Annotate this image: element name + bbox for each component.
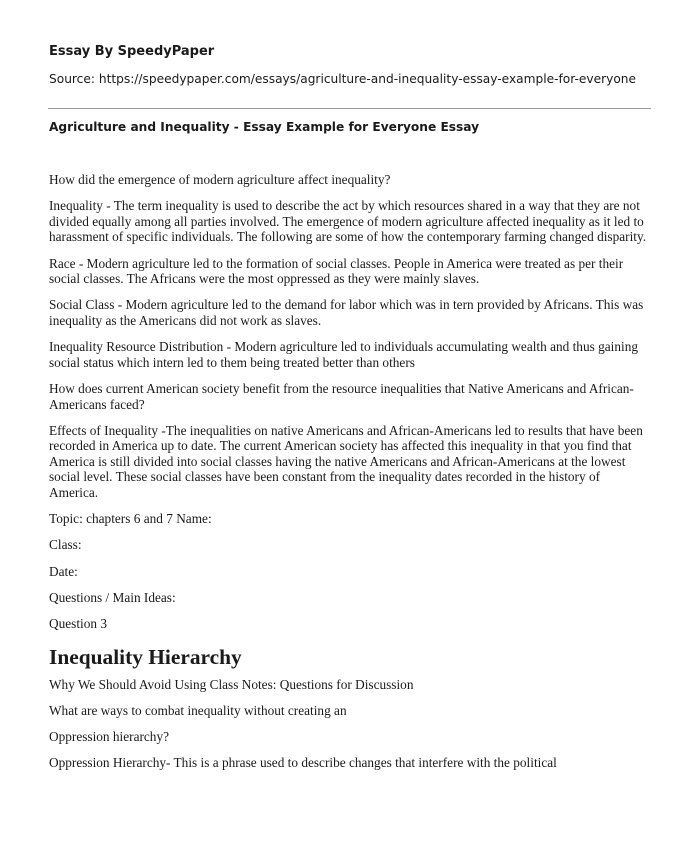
- essay-title: Agriculture and Inequality - Essay Example for Everyone Essay: [49, 120, 480, 134]
- paragraph: Race - Modern agriculture led to the formation of social classes. People in America were treated as per their social classes. The Africans were the most oppressed as they were mainly slaves.: [49, 255, 624, 287]
- essay-body: [49, 172, 649, 781]
- paragraph: Oppression Hierarchy- This is a phrase used to describe changes that interfere with the political: [49, 755, 557, 771]
- paragraph: Effects of Inequality -The inequalities on native Americans and African-Americans led to results that have been recorded in America up to date. The current American society has affected this inequality in that you find that America is still divided into social classes having the native Americans and African-Americans at the lowest social level. These social classes have been constant from the inequality dates recorded in the history of America.: [49, 422, 643, 501]
- paragraph: Inequality Resource Distribution - Modern agriculture led to individuals accumulating wealth and thus gaining social status which intern led to them being treated better than others: [49, 339, 638, 370]
- paragraph: Oppression hierarchy?: [49, 728, 169, 744]
- section-heading: Inequality Hierarchy: [49, 644, 242, 669]
- paragraph: Date:: [49, 563, 78, 579]
- paragraph: Questions / Main Ideas:: [49, 589, 176, 605]
- paragraph: How does current American society benefit from the resource inequalities that Native Americans and African-Americans faced?: [49, 380, 634, 412]
- paragraph: Social Class - Modern agriculture led to the demand for labor which was in tern provided by Africans. This was inequality as the Americans did not work as slaves.: [49, 297, 644, 328]
- source-link[interactable]: Source: https://speedypaper.com/essays/agriculture-and-inequality-essay-example-for-everyone: [49, 72, 636, 86]
- paragraph: Question 3: [49, 616, 107, 631]
- brand-title: Essay By SpeedyPaper: [49, 44, 215, 59]
- header-divider: [48, 108, 651, 109]
- paragraph: Inequality - The term inequality is used to describe the act by which resources shared in a way that they are not divided equally among all parties involved. The emergence of modern agriculture affected inequality as it led to harassment of specific individuals. The following are some of how the contemporary farming changed disparity.: [49, 198, 647, 245]
- paragraph: What are ways to combat inequality without creating an: [49, 702, 347, 718]
- paragraph: Class:: [49, 537, 82, 553]
- paragraph: Topic: chapters 6 and 7 Name:: [49, 511, 212, 527]
- paragraph: Why We Should Avoid Using Class Notes: Questions for Discussion: [49, 676, 414, 692]
- paragraph: How did the emergence of modern agriculture affect inequality?: [49, 172, 391, 187]
